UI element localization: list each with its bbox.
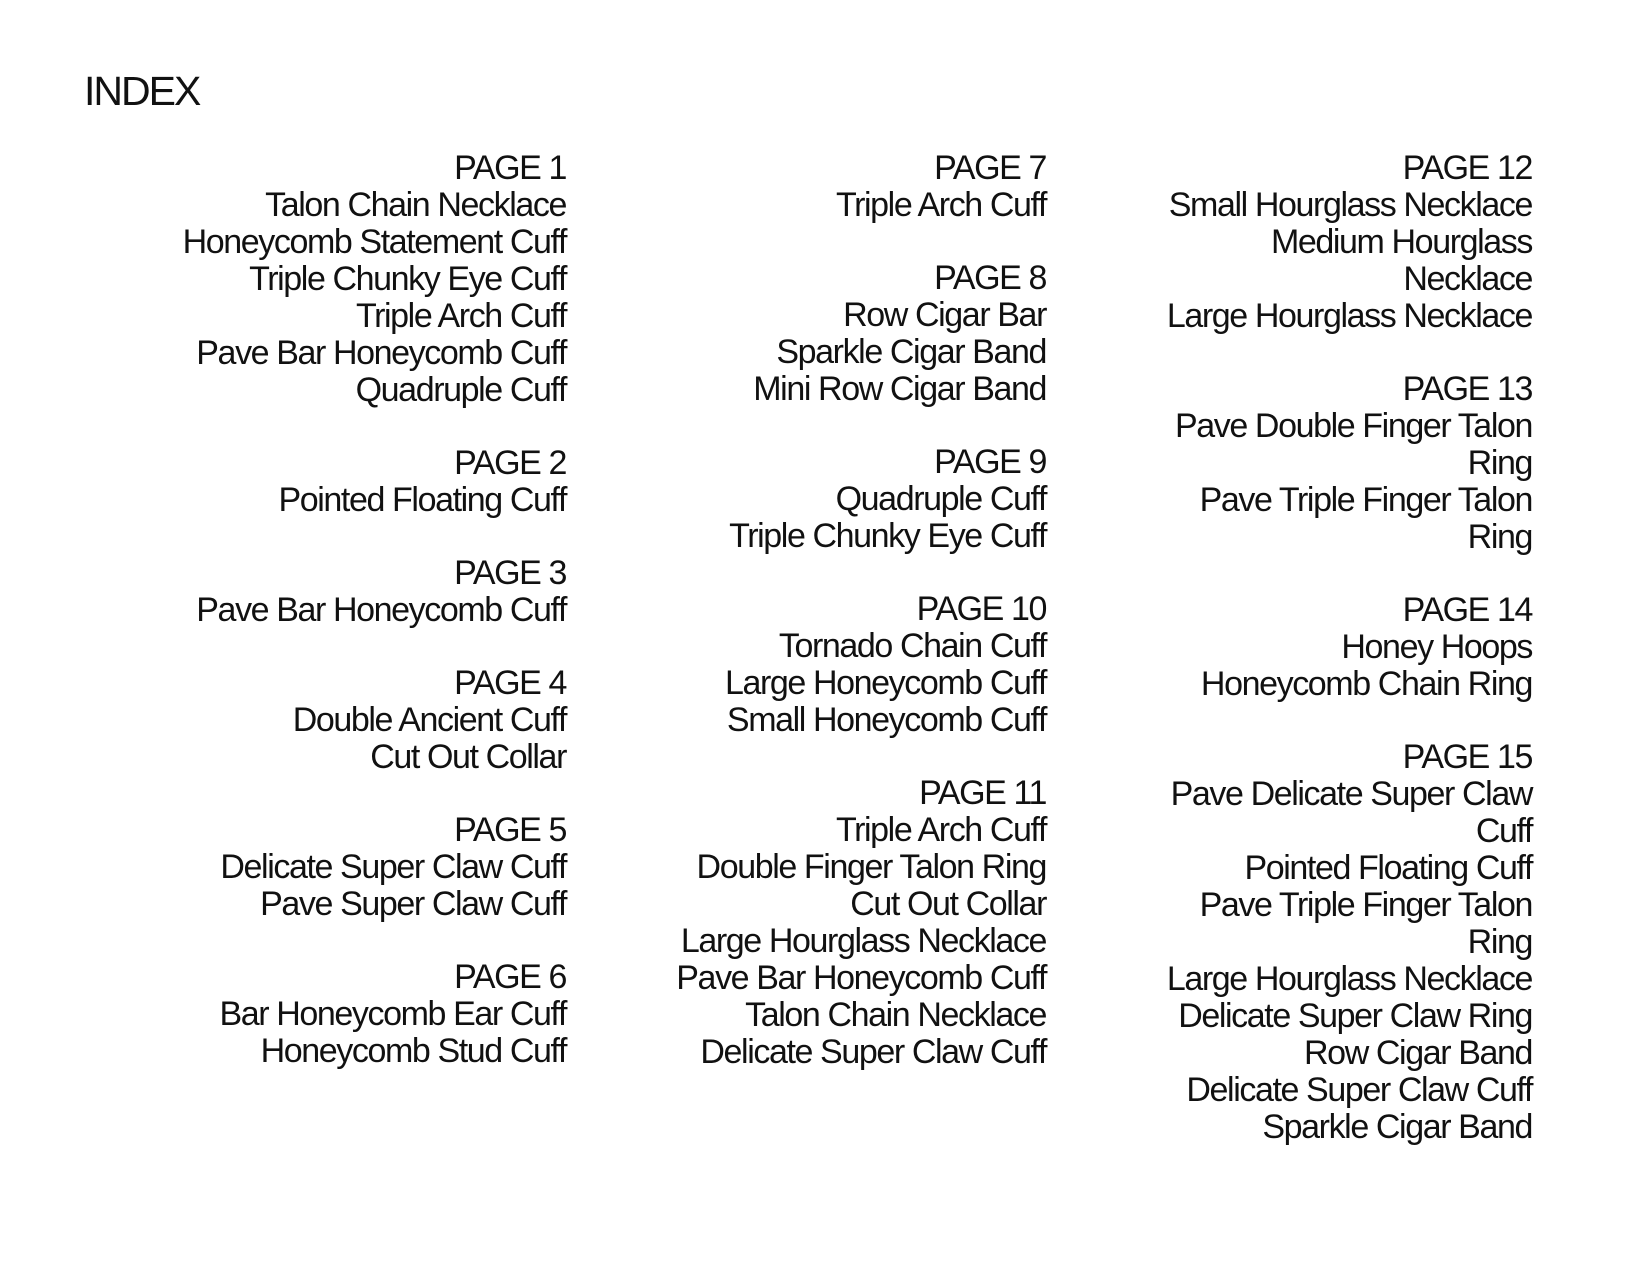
product-item: Large Honeycomb Cuff [724, 664, 1046, 702]
product-item: Honeycomb Stud Cuff [260, 1032, 566, 1070]
page-heading: PAGE 12 [1402, 149, 1532, 187]
product-item: Pave Bar Honeycomb Cuff [196, 334, 566, 372]
product-item: Bar Honeycomb Ear Cuff [219, 995, 566, 1033]
product-item: Talon Chain Necklace [265, 186, 566, 224]
index-section [100, 812, 566, 923]
product-item: Cut Out Collar [370, 738, 566, 776]
product-item: Talon Chain Necklace [745, 996, 1046, 1034]
product-item: Sparkle Cigar Band [776, 333, 1046, 371]
product-item: Medium Hourglass [1270, 223, 1532, 261]
product-item: Pave Triple Finger Talon [1199, 886, 1532, 924]
product-item: Mini Row Cigar Band [753, 370, 1046, 408]
index-section [620, 444, 1046, 555]
index-section [100, 150, 566, 409]
product-item: Quadruple Cuff [835, 480, 1046, 518]
index-section [620, 591, 1046, 739]
product-item: Necklace [1403, 260, 1532, 298]
page-title: INDEX [84, 68, 200, 114]
product-item: Honeycomb Chain Ring [1200, 665, 1532, 703]
page-heading: PAGE 9 [934, 443, 1046, 481]
product-item: Small Honeycomb Cuff [726, 701, 1046, 739]
page-heading: PAGE 1 [454, 149, 566, 187]
product-item: Delicate Super Claw Cuff [220, 848, 566, 886]
index-section [1090, 371, 1532, 556]
product-item: Pave Bar Honeycomb Cuff [676, 959, 1046, 997]
page-heading: PAGE 13 [1402, 370, 1532, 408]
index-column-1 [100, 150, 566, 1106]
page-heading: PAGE 4 [454, 664, 566, 702]
product-item: Triple Arch Cuff [355, 297, 566, 335]
product-item: Cut Out Collar [850, 885, 1046, 923]
page-heading: PAGE 10 [916, 590, 1046, 628]
product-item: Delicate Super Claw Ring [1178, 997, 1532, 1035]
product-item: Cuff [1475, 812, 1532, 850]
product-item: Tornado Chain Cuff [778, 627, 1046, 665]
index-section [1090, 150, 1532, 335]
product-item: Pave Bar Honeycomb Cuff [196, 591, 566, 629]
page-heading: PAGE 7 [934, 149, 1046, 187]
product-item: Quadruple Cuff [355, 371, 566, 409]
page-heading: PAGE 2 [454, 444, 566, 482]
product-item: Pave Super Claw Cuff [260, 885, 566, 923]
index-column-3 [1090, 150, 1532, 1182]
product-item: Row Cigar Band [1304, 1034, 1532, 1072]
product-item: Ring [1467, 923, 1532, 961]
product-item: Double Finger Talon Ring [696, 848, 1046, 886]
product-item: Double Ancient Cuff [292, 701, 566, 739]
product-item: Delicate Super Claw Cuff [700, 1033, 1046, 1071]
index-section [620, 260, 1046, 408]
product-item: Pave Triple Finger Talon [1199, 481, 1532, 519]
product-item: Large Hourglass Necklace [1166, 297, 1532, 335]
page-heading: PAGE 6 [454, 958, 566, 996]
index-section [1090, 592, 1532, 703]
page-heading: PAGE 14 [1402, 591, 1532, 629]
product-item: Ring [1467, 444, 1532, 482]
product-item: Small Hourglass Necklace [1168, 186, 1532, 224]
index-section [620, 775, 1046, 1071]
product-item: Pointed Floating Cuff [1244, 849, 1532, 887]
product-item: Large Hourglass Necklace [1166, 960, 1532, 998]
product-item: Row Cigar Bar [843, 296, 1046, 334]
product-item: Pointed Floating Cuff [278, 481, 566, 519]
product-item: Delicate Super Claw Cuff [1186, 1071, 1532, 1109]
index-section [100, 665, 566, 776]
index-column-2 [620, 150, 1046, 1107]
index-section [620, 150, 1046, 224]
index-section [100, 555, 566, 629]
page-heading: PAGE 8 [934, 259, 1046, 297]
product-item: Ring [1467, 518, 1532, 556]
page-heading: PAGE 15 [1402, 738, 1532, 776]
index-section [1090, 739, 1532, 1146]
product-item: Sparkle Cigar Band [1262, 1108, 1532, 1146]
product-item: Large Hourglass Necklace [680, 922, 1046, 960]
page-heading: PAGE 5 [454, 811, 566, 849]
product-item: Honeycomb Statement Cuff [182, 223, 566, 261]
index-section [100, 959, 566, 1070]
product-item: Triple Chunky Eye Cuff [729, 517, 1046, 555]
product-item: Triple Arch Cuff [835, 811, 1046, 849]
product-item: Honey Hoops [1341, 628, 1532, 666]
index-section [100, 445, 566, 519]
product-item: Pave Delicate Super Claw [1170, 775, 1532, 813]
page-heading: PAGE 3 [454, 554, 566, 592]
page-heading: PAGE 11 [919, 774, 1046, 812]
product-item: Pave Double Finger Talon [1174, 407, 1532, 445]
product-item: Triple Arch Cuff [835, 186, 1046, 224]
product-item: Triple Chunky Eye Cuff [249, 260, 566, 298]
